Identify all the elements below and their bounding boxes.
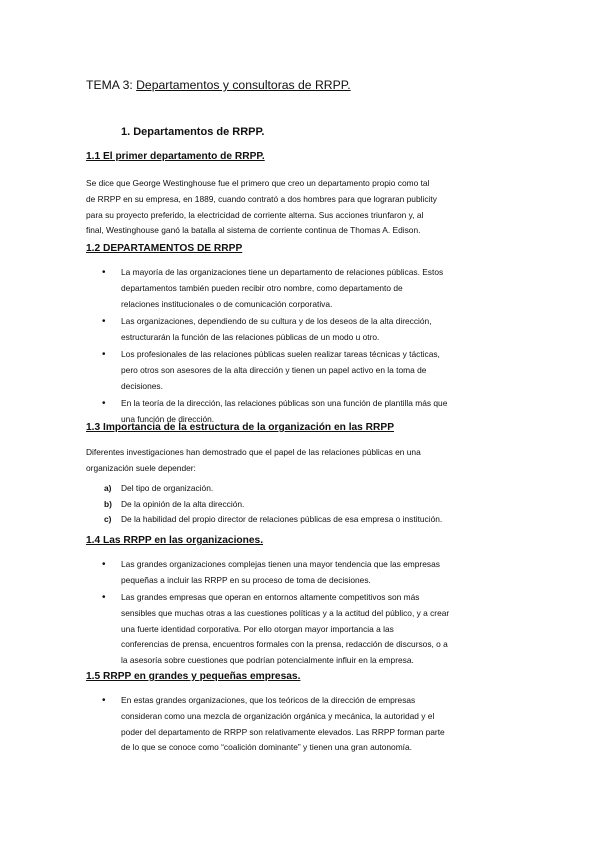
bullet-icon: • (102, 695, 106, 706)
list-item-line: Las grandes empresas que operan en entornos altamente competitivos son más (121, 592, 420, 603)
list-item-line: Los profesionales de las relaciones públicas suelen realizar tareas técnicas y tácticas, (121, 348, 440, 359)
bullet-icon: • (102, 348, 106, 360)
paragraph-line: organización suele depender: (86, 462, 196, 473)
section-1-4-title: 1.4 Las RRPP en las organizaciones. (86, 535, 264, 546)
list-item-line: pero otros son asesores de la alta dirección y tienen un papel activo en la toma de (121, 364, 427, 375)
heading-1: 1. Departamentos de RRPP. (121, 126, 265, 138)
paragraph-line: Se dice que George Westinghouse fue el primero que creo un departamento propio como tal (86, 178, 430, 188)
tema-label: TEMA 3: (86, 78, 133, 92)
list-item (102, 590, 531, 669)
bullet-icon: • (102, 267, 106, 278)
list-item-text: De la habilidad del propio director de relaciones públicas de esa empresa o institución. (121, 514, 443, 524)
list-item-line: pequeñas a incluir las RRPP en su proceso de toma de decisiones. (121, 574, 371, 585)
list-item-line: sensibles que muchas otras a las cuestiones políticas y a la actitud del público, y a crear (121, 607, 450, 618)
list-item-line: La mayoría de las organizaciones tiene un departamento de relaciones públicas. Estos (121, 267, 444, 277)
list-item-line: estructurarán la función de las relaciones públicas de un modo u otro. (121, 331, 380, 342)
section-1-3-title: 1.3 Importancia de la estructura de la organización en las RRPP (86, 422, 394, 433)
list-item (102, 265, 531, 312)
list-item-line: Las grandes organizaciones complejas tienen una mayor tendencia que las empresas (121, 559, 440, 569)
section-1-3-paragraph (86, 445, 526, 477)
bullet-icon: • (102, 315, 106, 327)
list-item (102, 347, 531, 394)
section-1-3-list (104, 481, 442, 528)
list-item-line: una función de dirección. (121, 413, 215, 424)
list-item-line: En la teoría de la dirección, las relaciones públicas son una función de plantilla más que (121, 397, 448, 408)
tema-title: Departamentos y consultoras de RRPP. (136, 78, 351, 92)
list-item-line: departamentos también pueden recibir otro nombre, como departamento de (121, 282, 403, 293)
paragraph-line: para su proyecto preferido, la electricidad de corriente alterna. Sus acciones triunfaron y, al (86, 209, 424, 220)
section-1-5-title: 1.5 RRPP en grandes y pequeñas empresas. (86, 671, 301, 682)
list-item (102, 693, 531, 756)
list-item (104, 497, 442, 513)
paragraph-line: final, Westinghouse ganó la batalla al sistema de corriente continua de Thomas A. Edison. (86, 225, 421, 236)
list-item-line: conferencias de prensa, encuentros formales con la prensa, redacción de discursos, o a (121, 639, 448, 650)
bullet-icon: • (102, 559, 106, 570)
section-1-5-list (102, 693, 531, 758)
list-item-line: poder del departamento de RRPP son relativamente elevados. Las RRPP forman parte (121, 726, 445, 737)
list-item (102, 314, 531, 346)
section-1-2-list (102, 265, 531, 429)
list-item-line: Las organizaciones, dependiendo de su cultura y de los deseos de la alta dirección, (121, 315, 432, 326)
list-item-line: decisiones. (121, 380, 163, 391)
list-item-text: Del tipo de organización. (121, 483, 214, 493)
paragraph-line: Diferentes investigaciones han demostrado que el papel de las relaciones públicas en una (86, 447, 421, 457)
list-item (104, 512, 442, 528)
list-item-line: consideran como una mezcla de organización orgánica y mecánica, la autoridad y el (121, 710, 435, 721)
list-item (104, 481, 442, 497)
document-title (86, 78, 351, 92)
section-1-4-list (102, 557, 531, 671)
paragraph-line: de RRPP en su empresa, en 1889, cuando contrató a dos hombres para que lograran publicity (86, 193, 437, 204)
bullet-icon: • (102, 592, 106, 604)
list-item-text: De la opinión de la alta dirección. (121, 498, 245, 509)
list-item-line: una fuerte identidad corporativa. Por ello otorgan mayor importancia a las (121, 623, 394, 634)
list-item-line: relaciones institucionales o de comunicación corporativa. (121, 298, 333, 309)
list-item-line: la asesoría sobre cuestiones que podrían potencialmente influir en la empresa. (121, 655, 414, 666)
list-marker: b) (104, 498, 112, 509)
list-item (102, 557, 531, 589)
section-1-1-paragraph (86, 176, 526, 239)
list-item-line: En estas grandes organizaciones, que los teóricos de la dirección de empresas (121, 695, 416, 705)
section-1-1-title: 1.1 El primer departamento de RRPP. (86, 151, 265, 162)
list-marker: a) (104, 483, 112, 493)
list-marker: c) (104, 514, 112, 524)
bullet-icon: • (102, 397, 106, 409)
list-item-line: de lo que se conoce como “coalición dominante” y tienen una gran autonomía. (121, 742, 412, 753)
section-1-2-title: 1.2 DEPARTAMENTOS DE RRPP (86, 243, 243, 254)
